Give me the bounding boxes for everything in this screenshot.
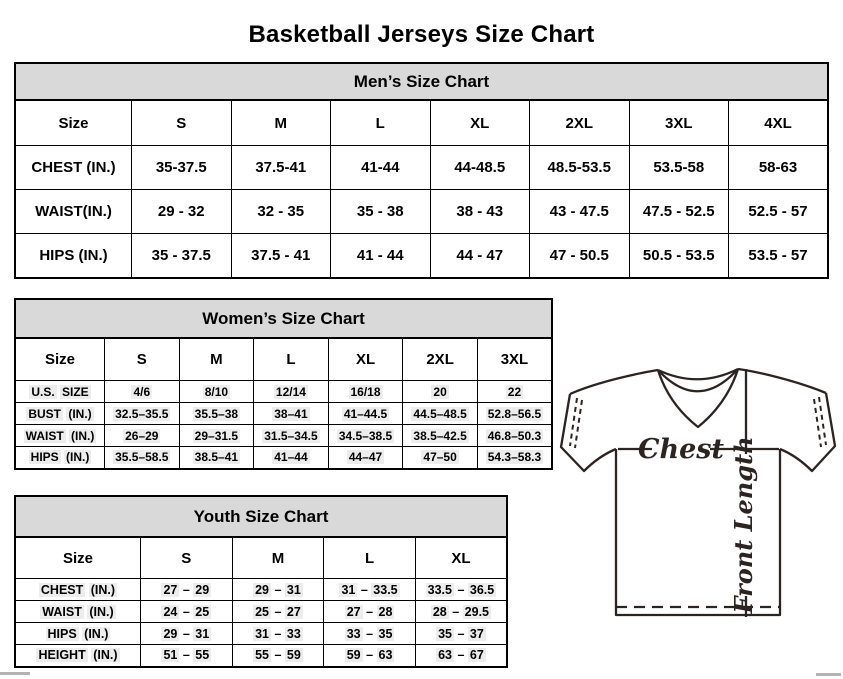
measurement-value-cell: 37.5 - 41 — [231, 234, 331, 278]
highlighted-value: 27 — [286, 604, 301, 619]
measurement-value-cell — [254, 403, 329, 425]
jersey-vneck-outline — [658, 369, 738, 427]
jersey-collar-back — [658, 369, 738, 379]
measurement-row — [15, 645, 507, 667]
measurement-value-cell: 37.5-41 — [231, 146, 331, 190]
highlighted-value: 26–29 — [125, 428, 159, 443]
front-length-label: Front Length — [729, 436, 758, 614]
page-title: Basketball Jerseys Size Chart — [248, 21, 595, 49]
jersey-measurement-diagram — [557, 358, 841, 628]
scrollbar-fragment-right[interactable] — [816, 673, 841, 676]
measurement-value-cell — [254, 447, 329, 469]
measurement-value-cell: 27 – 28 — [324, 601, 416, 623]
highlighted-value: 25 — [255, 604, 269, 619]
jersey-right-sleeve — [780, 393, 835, 471]
measurement-row-label — [15, 403, 105, 425]
size-header-row — [15, 339, 552, 381]
measurement-value-cell: 35-37.5 — [132, 146, 232, 190]
highlighted-value: 54.3–58.3 — [487, 450, 542, 465]
measurement-value-cell: 25 – 27 — [232, 601, 324, 623]
womens-chart-title: Women’s Size Chart — [14, 298, 553, 338]
measurement-value-cell — [403, 425, 478, 447]
highlighted-value: 44–47 — [348, 450, 383, 465]
highlighted-value: 35 — [438, 626, 452, 641]
youth-size-chart-section — [14, 495, 508, 668]
measurement-value-cell — [179, 425, 254, 447]
highlighted-value: SIZE — [62, 384, 89, 399]
measurement-value-cell — [105, 381, 180, 403]
womens-size-chart-section — [14, 298, 553, 470]
measurement-row-label — [15, 623, 141, 645]
measurement-value-cell — [179, 381, 254, 403]
measurement-value-cell — [477, 447, 552, 469]
size-column-label: Size — [15, 101, 132, 146]
measurement-value-cell: 41 - 44 — [331, 234, 431, 278]
highlighted-value: 16/18 — [350, 384, 381, 399]
highlighted-value: 24 — [163, 604, 178, 619]
measurement-row-label — [15, 645, 141, 667]
highlighted-value: 31 — [255, 626, 269, 641]
measurement-value-cell: 35 – 37 — [415, 623, 507, 645]
highlighted-value: 55 — [255, 648, 269, 663]
highlighted-value: 12/14 — [275, 384, 306, 399]
measurement-value-cell: 35 - 37.5 — [132, 234, 232, 278]
highlighted-value: WAIST — [42, 604, 82, 619]
measurement-value-cell — [477, 381, 552, 403]
measurement-value-cell: 47.5 - 52.5 — [629, 190, 729, 234]
highlighted-value: 37 — [469, 626, 484, 641]
size-column-4xl: 4XL — [729, 101, 829, 146]
mens-size-table — [14, 100, 829, 279]
measurement-value-cell — [477, 403, 552, 425]
size-column-label: Size — [15, 339, 105, 381]
measurement-value-cell: 33 – 35 — [324, 623, 416, 645]
size-header-row — [15, 101, 828, 146]
measurement-value-cell — [328, 381, 403, 403]
highlighted-value: 31 — [286, 582, 301, 597]
highlighted-value: 63 — [378, 648, 393, 663]
measurement-value-cell: 58-63 — [729, 146, 829, 190]
highlighted-value: (IN.) — [68, 406, 92, 421]
measurement-value-cell: 63 – 67 — [415, 645, 507, 667]
measurement-value-cell: 55 – 59 — [232, 645, 324, 667]
measurement-value-cell: 59 – 63 — [324, 645, 416, 667]
highlighted-value: HIPS — [47, 626, 77, 641]
measurement-row — [15, 234, 828, 278]
measurement-value-cell — [403, 381, 478, 403]
size-column-2xl: 2XL — [530, 101, 630, 146]
highlighted-value: 28 — [432, 604, 447, 619]
highlighted-value: 33.5 — [427, 582, 452, 597]
highlighted-value: 35.5–38 — [194, 406, 239, 421]
measurement-value-cell — [403, 447, 478, 469]
highlighted-value: CHEST — [40, 582, 84, 597]
highlighted-value: 25 — [195, 604, 210, 619]
size-column-l: L — [324, 538, 416, 579]
measurement-row — [15, 403, 552, 425]
highlighted-value: 47–50 — [423, 450, 457, 465]
scrollbar-fragment-left[interactable] — [0, 672, 30, 675]
size-column-label: Size — [15, 538, 141, 579]
measurement-value-cell: 47 - 50.5 — [530, 234, 630, 278]
measurement-value-cell — [328, 425, 403, 447]
measurement-row — [15, 381, 552, 403]
highlighted-value: 38.5–42.5 — [413, 428, 467, 443]
measurement-value-cell: 50.5 - 53.5 — [629, 234, 729, 278]
highlighted-value: 35.5–58.5 — [115, 450, 169, 465]
size-column-xl: XL — [328, 339, 403, 381]
highlighted-value: (IN.) — [90, 582, 116, 597]
measurement-value-cell — [254, 381, 329, 403]
highlighted-value: 52.8–56.5 — [487, 406, 542, 421]
highlighted-value: 55 — [195, 648, 210, 663]
measurement-value-cell: 27 – 29 — [141, 579, 233, 601]
highlighted-value: 27 — [163, 582, 178, 597]
highlighted-value: 4/6 — [133, 384, 151, 399]
size-column-xl: XL — [430, 101, 530, 146]
highlighted-value: 38.5–41 — [194, 450, 239, 465]
highlighted-value: 41–44.5 — [343, 406, 388, 421]
highlighted-value: 33 — [286, 626, 301, 641]
highlighted-value: 32.5–35.5 — [115, 406, 169, 421]
highlighted-value: 41–44 — [274, 450, 308, 465]
measurement-value-cell — [105, 425, 180, 447]
jersey-diagram-svg — [557, 358, 841, 628]
highlighted-value: 33.5 — [373, 582, 398, 597]
highlighted-value: 35 — [378, 626, 393, 641]
measurement-row-label — [15, 447, 105, 469]
measurement-value-cell: 35 - 38 — [331, 190, 431, 234]
size-column-l: L — [331, 101, 431, 146]
highlighted-value: (IN.) — [71, 428, 95, 443]
size-column-m: M — [179, 339, 254, 381]
highlighted-value: 22 — [507, 384, 522, 399]
size-column-m: M — [231, 101, 331, 146]
measurement-value-cell — [328, 403, 403, 425]
mens-chart-title: Men’s Size Chart — [14, 62, 829, 100]
measurement-row-label — [15, 579, 141, 601]
highlighted-value: 59 — [346, 648, 361, 663]
measurement-value-cell: 44-48.5 — [430, 146, 530, 190]
measurement-value-cell: 52.5 - 57 — [729, 190, 829, 234]
highlighted-value: (IN.) — [84, 626, 109, 641]
highlighted-value: U.S. — [31, 384, 55, 399]
highlighted-value: 29.5 — [464, 604, 490, 619]
jersey-left-sleeve — [561, 394, 616, 471]
measurement-value-cell: 28 – 29.5 — [415, 601, 507, 623]
highlighted-value: 31.5–34.5 — [264, 428, 318, 443]
measurement-value-cell: 29 – 31 — [141, 623, 233, 645]
highlighted-value: 36.5 — [469, 582, 495, 597]
highlighted-value: 34.5–38.5 — [338, 428, 393, 443]
size-header-row — [15, 538, 507, 579]
highlighted-value: (IN.) — [66, 450, 90, 465]
measurement-row — [15, 623, 507, 645]
highlighted-value: 38–41 — [274, 406, 308, 421]
highlighted-value: 44.5–48.5 — [413, 406, 467, 421]
measurement-value-cell: 31 – 33.5 — [324, 579, 416, 601]
size-column-3xl: 3XL — [629, 101, 729, 146]
measurement-value-cell: 53.5 - 57 — [729, 234, 829, 278]
measurement-value-cell: 24 – 25 — [141, 601, 233, 623]
measurement-row-label — [15, 601, 141, 623]
highlighted-value: 67 — [469, 648, 484, 663]
highlighted-value: 33 — [346, 626, 361, 641]
highlighted-value: 8/10 — [204, 384, 229, 399]
measurement-value-cell: 29 – 31 — [232, 579, 324, 601]
measurement-value-cell: 48.5-53.5 — [530, 146, 630, 190]
size-column-m: M — [232, 538, 324, 579]
highlighted-value: HEIGHT — [38, 648, 86, 663]
measurement-value-cell — [328, 447, 403, 469]
chest-label: Chest — [638, 434, 724, 465]
highlighted-value: 46.8–50.3 — [487, 428, 542, 443]
highlighted-value: 29 — [195, 582, 210, 597]
measurement-value-cell: 38 - 43 — [430, 190, 530, 234]
size-column-l: L — [254, 339, 329, 381]
size-column-xl: XL — [415, 538, 507, 579]
measurement-row — [15, 190, 828, 234]
measurement-value-cell: 29 - 32 — [132, 190, 232, 234]
womens-size-table — [14, 338, 553, 470]
measurement-value-cell: 41-44 — [331, 146, 431, 190]
measurement-value-cell — [105, 403, 180, 425]
highlighted-value: 28 — [378, 604, 393, 619]
youth-size-table — [14, 537, 508, 668]
highlighted-value: (IN.) — [93, 648, 118, 663]
highlighted-value: 29 — [255, 582, 269, 597]
measurement-row — [15, 447, 552, 469]
highlighted-value: 29 — [163, 626, 178, 641]
mens-size-chart-section — [14, 62, 829, 279]
measurement-row — [15, 601, 507, 623]
highlighted-value: 29–31.5 — [194, 428, 239, 443]
youth-chart-title: Youth Size Chart — [14, 495, 508, 537]
size-column-s: S — [141, 538, 233, 579]
highlighted-value: (IN.) — [89, 604, 114, 619]
measurement-value-cell — [477, 425, 552, 447]
measurement-row — [15, 425, 552, 447]
measurement-value-cell: 33.5 – 36.5 — [415, 579, 507, 601]
jersey-right-shoulder — [738, 369, 826, 393]
measurement-value-cell — [254, 425, 329, 447]
measurement-row-label — [15, 381, 105, 403]
measurement-value-cell: 53.5-58 — [629, 146, 729, 190]
jersey-left-shoulder — [570, 370, 658, 394]
measurement-value-cell — [403, 403, 478, 425]
measurement-value-cell — [179, 403, 254, 425]
highlighted-value: 63 — [438, 648, 452, 663]
highlighted-value: 59 — [286, 648, 301, 663]
measurement-value-cell: 44 - 47 — [430, 234, 530, 278]
highlighted-value: 31 — [195, 626, 210, 641]
measurement-value-cell: 51 – 55 — [141, 645, 233, 667]
highlighted-value: 27 — [346, 604, 361, 619]
measurement-row — [15, 579, 507, 601]
measurement-value-cell — [105, 447, 180, 469]
measurement-row-label: WAIST(IN.) — [15, 190, 132, 234]
measurement-row-label — [15, 425, 105, 447]
measurement-row-label: HIPS (IN.) — [15, 234, 132, 278]
size-column-s: S — [105, 339, 180, 381]
highlighted-value: 20 — [433, 384, 447, 399]
measurement-row — [15, 146, 828, 190]
measurement-row-label: CHEST (IN.) — [15, 146, 132, 190]
highlighted-value: 31 — [341, 582, 356, 597]
size-column-2xl: 2XL — [403, 339, 478, 381]
measurement-value-cell — [179, 447, 254, 469]
measurement-value-cell: 31 – 33 — [232, 623, 324, 645]
size-column-3xl: 3XL — [477, 339, 552, 381]
measurement-value-cell: 43 - 47.5 — [530, 190, 630, 234]
measurement-value-cell: 32 - 35 — [231, 190, 331, 234]
highlighted-value: 51 — [163, 648, 178, 663]
highlighted-value: BUST — [28, 406, 61, 421]
size-column-s: S — [132, 101, 232, 146]
highlighted-value: HIPS — [30, 450, 59, 465]
highlighted-value: WAIST — [25, 428, 64, 443]
